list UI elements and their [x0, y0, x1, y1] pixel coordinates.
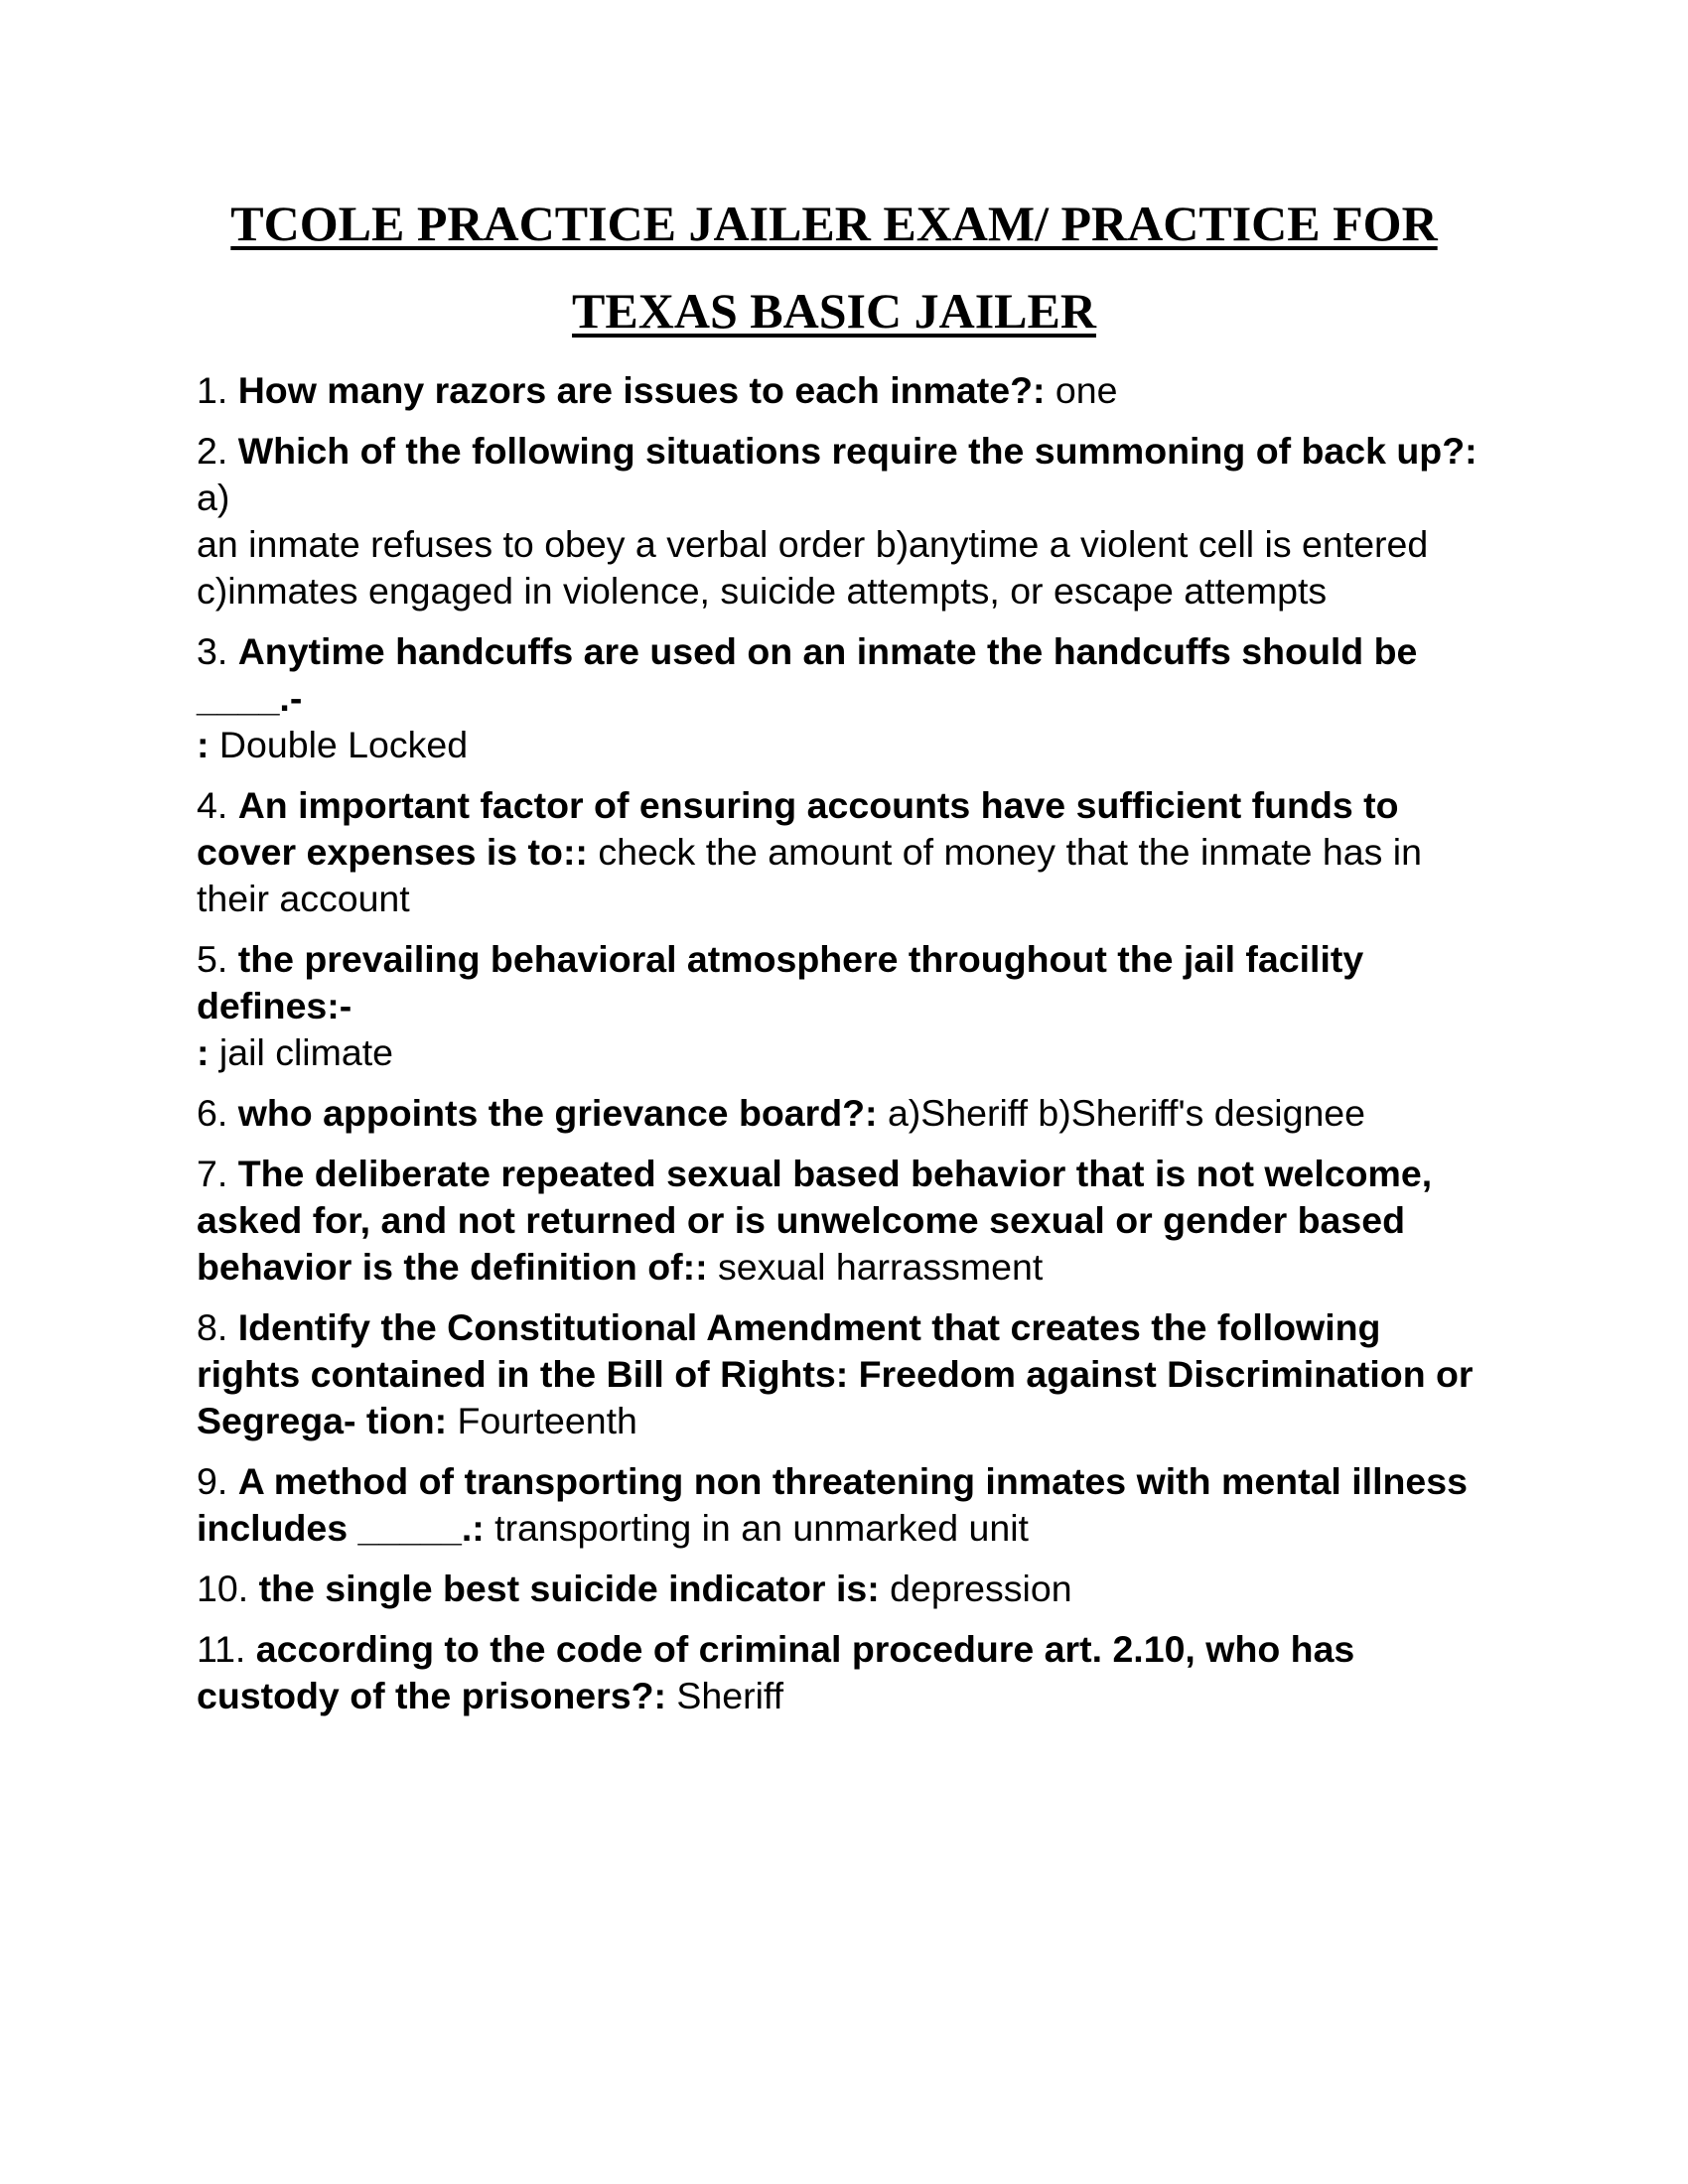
document-title-line-2: TEXAS BASIC JAILER [572, 283, 1096, 339]
question-number: 2. [197, 430, 228, 472]
question-text: Which of the following situations require the summoning of back up?: [237, 430, 1477, 472]
question-item [197, 1458, 1487, 1552]
answer-text: Sheriff [676, 1675, 784, 1716]
question-item [197, 1151, 1487, 1291]
answer-text: a) an inmate refuses to obey a verbal order b)anytime a violent cell is entered c)inmates engaged in violence, suicide attempts, or escape attempts [197, 477, 1429, 612]
question-text: Identify the Constitutional Amendment that creates the following rights contained in the Bill of Rights: Freedom against Discrimination or Segrega- tion: [197, 1306, 1474, 1441]
question-item [197, 782, 1487, 922]
question-number: 4. [197, 784, 228, 826]
question-item [197, 428, 1487, 614]
question-text: How many razors are issues to each inmate?: [237, 369, 1046, 411]
answer-text: transporting in an unmarked unit [494, 1507, 1029, 1549]
answer-text: check the amount of money that the inmate has in their account [197, 831, 1422, 919]
answer-text: jail climate [218, 1031, 393, 1073]
question-number: 11. [197, 1628, 246, 1670]
question-list [197, 367, 1487, 1733]
question-item [197, 1566, 1487, 1612]
question-number: 3. [197, 630, 228, 672]
answer-text: Double Locked [218, 724, 469, 765]
question-number: 8. [197, 1306, 228, 1348]
question-number: 10. [197, 1568, 249, 1609]
question-text: A method of transporting non threatening inmates with mental illness includes _____.: [197, 1460, 1468, 1549]
question-text: the single best suicide indicator is: [258, 1568, 880, 1609]
question-item [197, 1304, 1487, 1444]
answer-text: a)Sheriff b)Sheriff's designee [887, 1092, 1366, 1134]
question-number: 6. [197, 1092, 228, 1134]
answer-text: one [1055, 369, 1118, 411]
answer-text: Fourteenth [457, 1400, 637, 1441]
question-text: according to the code of criminal procedure art. 2.10, who has custody of the prisoners?: [197, 1628, 1355, 1716]
question-number: 7. [197, 1153, 228, 1194]
question-text: The deliberate repeated sexual based behavior that is not welcome, asked for, and not returned or is unwelcome sexual or gender based behavior is the definition of:: [197, 1153, 1433, 1288]
question-number: 9. [197, 1460, 228, 1502]
question-item [197, 1626, 1487, 1719]
question-number: 5. [197, 938, 228, 980]
question-item [197, 367, 1487, 414]
question-text: An important factor of ensuring accounts have sufficient funds to cover expenses is to:: [197, 784, 1399, 873]
question-text: Anytime handcuffs are used on an inmate the handcuffs should be ____.- : [197, 630, 1418, 765]
question-item [197, 1090, 1487, 1137]
question-item [197, 936, 1487, 1076]
answer-text: sexual harrassment [718, 1246, 1044, 1288]
question-item [197, 628, 1487, 768]
question-text: who appoints the grievance board?: [237, 1092, 878, 1134]
answer-text: depression [890, 1568, 1072, 1609]
document-title-line-1: TCOLE PRACTICE JAILER EXAM/ PRACTICE FOR [230, 196, 1438, 251]
question-text: the prevailing behavioral atmosphere throughout the jail facility defines:- : [197, 938, 1364, 1073]
question-number: 1. [197, 369, 228, 411]
